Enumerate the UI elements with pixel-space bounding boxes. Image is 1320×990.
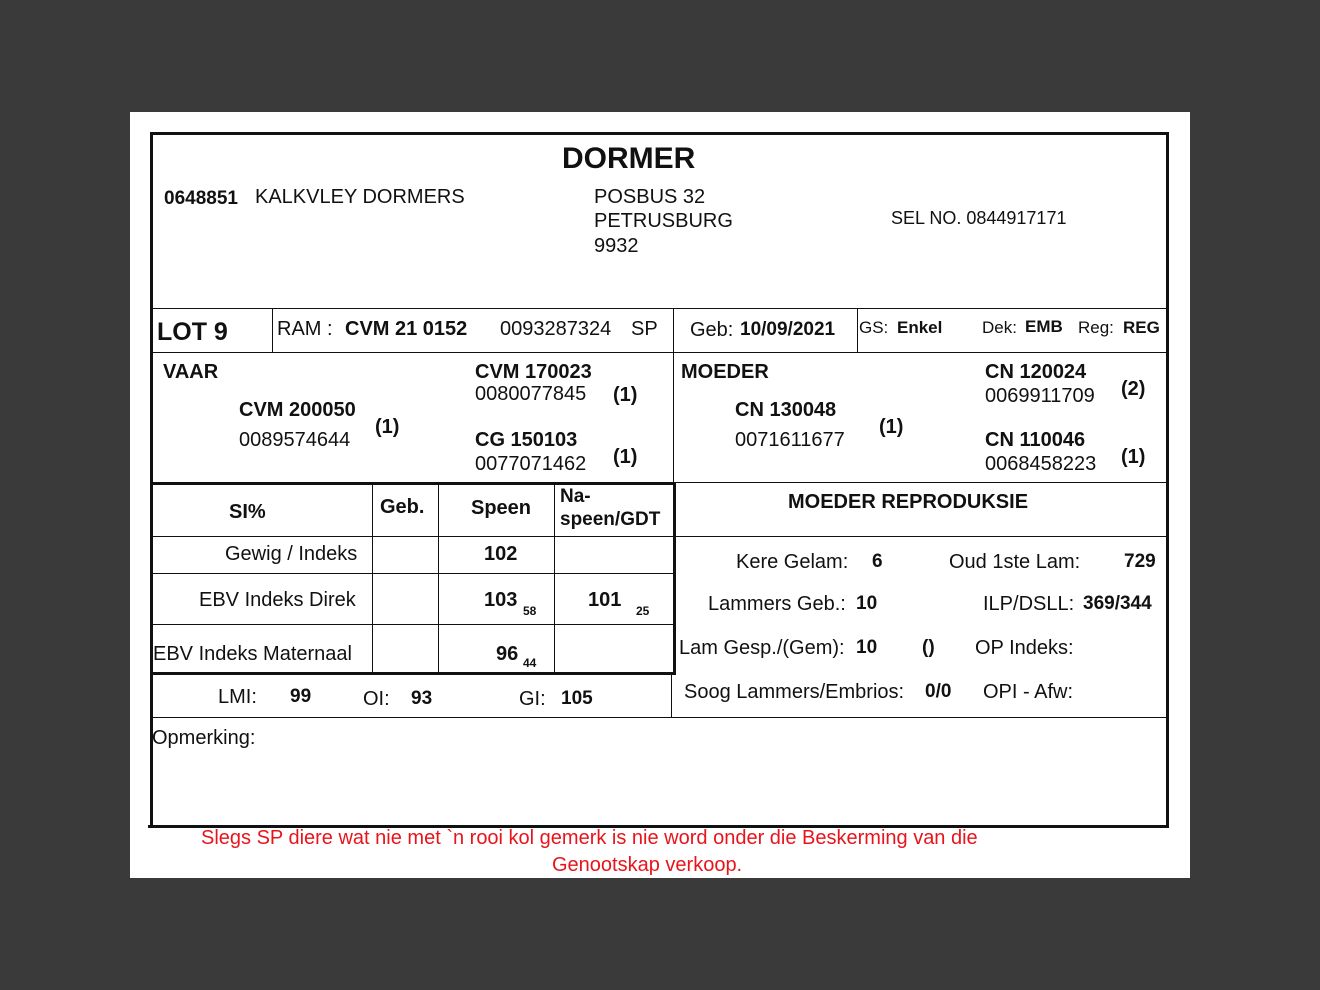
lot-row-top-line [150, 308, 1169, 309]
address-line-2: PETRUSBURG [594, 210, 733, 232]
pedigree-divider [673, 352, 674, 482]
lot-divider-1 [272, 308, 273, 352]
si-col-2 [438, 485, 439, 673]
kere-gelam-label: Kere Gelam: [736, 551, 849, 573]
si-col-1 [372, 485, 373, 673]
dek-value: EMB [1025, 317, 1063, 336]
breeder-number: 0648851 [164, 188, 238, 209]
dam-dam-id: CN 110046 [985, 429, 1086, 451]
gewig-speen: 102 [484, 543, 518, 565]
si-col-3 [554, 485, 555, 673]
sire-sire-number: 0080077845 [475, 383, 587, 405]
dek-label: Dek: [982, 318, 1017, 337]
breed-title: DORMER [562, 142, 696, 175]
lam-gesp-gem-value: () [922, 637, 935, 658]
row-label-gewig: Gewig / Indeks [225, 543, 358, 565]
ram-registration: 0093287324 [500, 318, 612, 340]
lam-gesp-value: 10 [856, 637, 878, 658]
dam-sire-id: CN 120024 [985, 361, 1087, 383]
vaar-label: VAAR [163, 361, 219, 383]
repro-header-bottom [676, 536, 1169, 537]
dam-dam-number: 0068458223 [985, 453, 1097, 475]
dam-sire-number: 0069911709 [985, 385, 1095, 407]
dam-grade: (1) [879, 416, 904, 438]
oi-value: 93 [411, 688, 433, 709]
direk-speen: 103 [484, 589, 518, 611]
ilp-label: ILP/DSLL: [983, 593, 1075, 615]
lot-divider-3 [857, 308, 858, 352]
catalogue-card [130, 112, 1190, 878]
ilp-value: 369/344 [1083, 593, 1152, 614]
birth-date: 10/09/2021 [740, 319, 836, 340]
sire-dam-id: CG 150103 [475, 429, 578, 451]
si-header-geb: Geb. [380, 496, 425, 518]
sire-sire-id: CVM 170023 [475, 361, 592, 383]
first-lamb-age-value: 729 [1124, 551, 1156, 572]
reg-value: REG [1123, 318, 1160, 337]
moeder-label: MOEDER [681, 361, 769, 383]
si-header-bottom [150, 536, 674, 537]
frame-left [150, 132, 153, 828]
lam-gesp-label: Lam Gesp./(Gem): [679, 637, 845, 659]
direk-naspeen-accuracy: 25 [636, 604, 650, 618]
si-header-naspeen-1: Na- [560, 486, 591, 507]
sire-number: 0089574644 [239, 429, 351, 451]
lmi-value: 99 [290, 686, 312, 707]
lammers-geb-value: 10 [856, 593, 878, 614]
ram-class: SP [631, 318, 658, 340]
soog-label: Soog Lammers/Embrios: [684, 681, 905, 703]
row-label-ebv-maternaal: EBV Indeks Maternaal [153, 643, 352, 665]
maternaal-speen: 96 [496, 643, 519, 665]
lot-number: LOT 9 [157, 318, 228, 346]
index-row-bottom [150, 717, 1169, 718]
cell-number: SEL NO. 0844917171 [891, 208, 1067, 228]
lmi-label: LMI: [218, 686, 257, 708]
sire-dam-grade: (1) [613, 446, 638, 468]
si-header-si: SI% [229, 501, 266, 523]
direk-naspeen: 101 [588, 589, 622, 611]
op-indeks-label: OP Indeks: [975, 637, 1074, 659]
si-header-speen: Speen [471, 497, 532, 519]
opi-afw-label: OPI - Afw: [983, 681, 1074, 703]
lot-divider-2 [673, 308, 674, 352]
first-lamb-age-label: Oud 1ste Lam: [949, 551, 1081, 573]
address-line-3: 9932 [594, 235, 639, 257]
lot-row-bottom-line [150, 352, 1169, 353]
sire-dam-number: 0077071462 [475, 453, 587, 475]
kere-gelam-value: 6 [872, 551, 883, 572]
gi-value: 105 [561, 688, 593, 709]
frame-top [150, 132, 1169, 135]
frame-right [1166, 132, 1169, 828]
dam-number: 0071611677 [735, 429, 845, 451]
footer-note-line-1: Slegs SP diere wat nie met `n rooi kol gemerk is nie word onder die Beskerming van die [201, 827, 978, 849]
dam-sire-grade: (2) [1121, 378, 1146, 400]
ram-label: RAM : [277, 318, 333, 340]
si-table-top [150, 482, 676, 485]
ram-id: CVM 21 0152 [345, 318, 468, 340]
gs-label: GS: [859, 318, 889, 337]
gi-label: GI: [519, 688, 546, 710]
footer-note-line-2: Genootskap verkoop. [552, 854, 743, 876]
sire-grade: (1) [375, 416, 400, 438]
gs-value: Enkel [897, 318, 943, 337]
si-row-line-1 [150, 573, 674, 574]
si-table-right [673, 482, 676, 675]
repro-title: MOEDER REPRODUKSIE [788, 491, 1029, 513]
birth-label: Geb: [690, 319, 734, 341]
si-row-line-2 [150, 624, 674, 625]
oi-label: OI: [363, 688, 390, 710]
remarks-label: Opmerking: [152, 727, 256, 749]
repro-top-line [676, 482, 1169, 483]
maternaal-speen-accuracy: 44 [523, 656, 537, 670]
direk-speen-accuracy: 58 [523, 604, 537, 618]
address-line-1: POSBUS 32 [594, 186, 706, 208]
lammers-geb-label: Lammers Geb.: [708, 593, 846, 615]
index-row-divider [671, 675, 672, 718]
reg-label: Reg: [1078, 318, 1114, 337]
sire-sire-grade: (1) [613, 384, 638, 406]
dam-dam-grade: (1) [1121, 446, 1146, 468]
dam-id: CN 130048 [735, 399, 837, 421]
si-header-naspeen-2: speen/GDT [560, 509, 661, 530]
row-label-ebv-direk: EBV Indeks Direk [199, 589, 356, 611]
si-table-bottom [150, 672, 676, 675]
sire-id: CVM 200050 [239, 399, 356, 421]
soog-value: 0/0 [925, 681, 952, 702]
breeder-name: KALKVLEY DORMERS [255, 186, 465, 208]
